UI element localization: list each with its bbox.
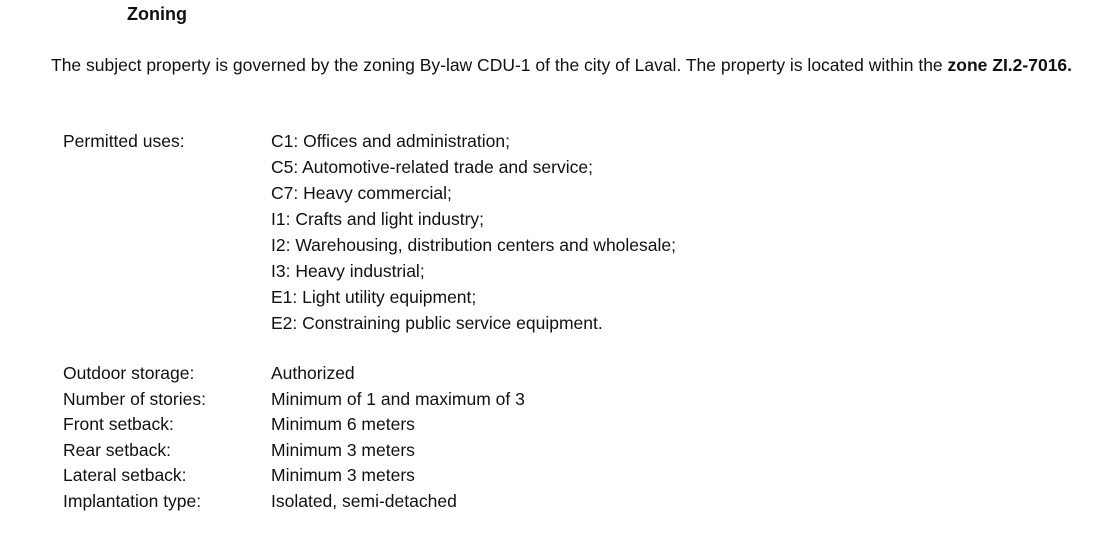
- detail-label: Implantation type:: [63, 490, 202, 511]
- permitted-use-item: E2: Constraining public service equipment.: [271, 313, 603, 333]
- zone-designation: zone ZI.2-7016.: [947, 55, 1073, 75]
- detail-row-outdoor-storage: [0, 360, 1118, 386]
- detail-value: Minimum 3 meters: [271, 439, 415, 460]
- detail-row-number-of-stories: [0, 386, 1118, 412]
- intro-paragraph: [51, 52, 1101, 78]
- detail-value: Authorized: [271, 363, 355, 383]
- detail-row-front-setback: [0, 411, 1118, 437]
- permitted-use-item: I1: Crafts and light industry;: [271, 209, 485, 229]
- detail-value: Minimum of 1 and maximum of 3: [271, 388, 525, 409]
- permitted-use-item: C5: Automotive-related trade and service;: [271, 157, 593, 177]
- permitted-uses-label: Permitted uses:: [63, 131, 185, 151]
- detail-row-lateral-setback: [0, 462, 1118, 488]
- permitted-use-item: C1: Offices and administration;: [271, 131, 510, 151]
- detail-label: Lateral setback:: [63, 465, 187, 486]
- section-heading: Zoning: [127, 4, 187, 24]
- zoning-details: [0, 360, 1118, 514]
- intro-text: The subject property is governed by the zoning By-law CDU-1 of the city of Laval. The property is located within the: [51, 55, 948, 75]
- permitted-use-item: C7: Heavy commercial;: [271, 183, 452, 203]
- permitted-use-item: I2: Warehousing, distribution centers and wholesale;: [271, 235, 676, 255]
- detail-value: Minimum 6 meters: [271, 414, 415, 435]
- detail-label: Rear setback:: [63, 439, 171, 460]
- detail-label: Outdoor storage:: [63, 363, 195, 383]
- detail-label: Number of stories:: [63, 388, 206, 409]
- detail-row-rear-setback: [0, 437, 1118, 463]
- permitted-use-item: E1: Light utility equipment;: [271, 287, 477, 307]
- permitted-use-item: I3: Heavy industrial;: [271, 261, 425, 281]
- detail-row-implantation-type: [0, 488, 1118, 514]
- detail-value: Minimum 3 meters: [271, 465, 415, 486]
- permitted-uses-list: [271, 128, 676, 336]
- detail-label: Front setback:: [63, 414, 174, 435]
- detail-value: Isolated, semi-detached: [271, 490, 457, 511]
